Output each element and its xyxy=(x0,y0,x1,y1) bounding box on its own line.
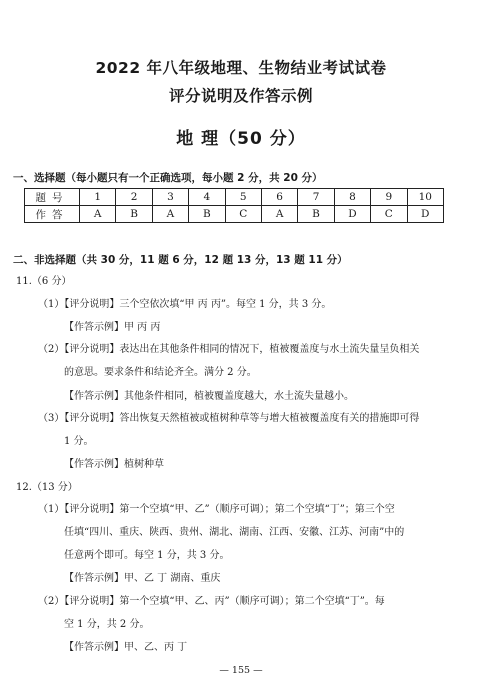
q12-part1-note-line3: 任意两个即可。每空 1 分，共 3 分。 xyxy=(64,550,230,561)
q12-part2-example: 【作答示例】甲、乙、丙 丁 xyxy=(64,642,188,653)
answer-cell: B xyxy=(189,206,225,223)
question-number: 1 xyxy=(80,189,116,206)
q12-heading: 12.（13 分） xyxy=(16,482,78,493)
answer-cell: A xyxy=(261,206,297,223)
section1-note: （每小题只有一个正确选项，每小题 2 分，共 20 分） xyxy=(65,172,323,184)
q11-part3-note-line2: 1 分。 xyxy=(64,436,94,447)
question-number: 7 xyxy=(298,189,334,206)
answer-cell: D xyxy=(334,206,370,223)
q11-part2-note-line2: 的意思。要求条件和结论齐全。满分 2 分。 xyxy=(64,367,257,378)
q11-part3-note-line1: （3）【评分说明】答出恢复天然植被或植树种草等与增大植被覆盖度有关的措施即可得 xyxy=(38,413,420,424)
q11-part2-example: 【作答示例】其他条件相同，植被覆盖度越大，水土流失量越小。 xyxy=(64,391,354,402)
question-number: 4 xyxy=(189,189,225,206)
q12-part1-note-line1: （1）【评分说明】第一个空填“甲、乙”（顺序可调）；第二个空填“丁”；第三个空 xyxy=(38,504,395,515)
section1-heading xyxy=(13,170,323,185)
answer-cell: A xyxy=(152,206,188,223)
question-number: 6 xyxy=(261,189,297,206)
q12-part1-note-line2: 任填“四川、重庆、陕西、贵州、湖北、湖南、江西、安徽、江苏、河南”中的 xyxy=(64,527,405,538)
q11-part1-example: 【作答示例】甲 丙 丙 xyxy=(64,322,161,333)
exam-title: 2022 年八年级地理、生物结业考试试卷 xyxy=(95,59,387,77)
section2-label: 二、非选择题 xyxy=(13,254,76,266)
answer-cell: C xyxy=(371,206,407,223)
q11-heading: 11.（6 分） xyxy=(16,276,72,287)
q11-part3-example: 【作答示例】植树种草 xyxy=(64,459,164,470)
page-number: — 155 — xyxy=(219,665,263,676)
answer-cell: B xyxy=(298,206,334,223)
answer-table-answer-row xyxy=(25,206,444,223)
question-number: 10 xyxy=(407,189,443,206)
q11-part2-note-line1: （2）【评分说明】表达出在其他条件相同的情况下，植被覆盖度与水土流失量呈负相关 xyxy=(38,344,420,355)
q12-part2-note-line2: 空 1 分，共 2 分。 xyxy=(64,619,150,630)
section1-label: 一、选择题 xyxy=(13,172,66,184)
answer-cell: D xyxy=(407,206,443,223)
q11-part1-note: （1）【评分说明】三个空依次填“甲 丙 丙”。每空 1 分，共 3 分。 xyxy=(38,299,332,310)
question-number: 3 xyxy=(152,189,188,206)
answer-table xyxy=(24,188,444,223)
section2-heading xyxy=(13,252,348,267)
answer-table-number-row xyxy=(25,189,444,206)
question-number: 5 xyxy=(225,189,261,206)
answer-cell: A xyxy=(80,206,116,223)
subject-heading: 地 理（50 分） xyxy=(176,129,306,149)
section2-note: （共 30 分，11 题 6 分，12 题 13 分，13 题 11 分） xyxy=(76,254,348,266)
q12-part2-note-line1: （2）【评分说明】第一个空填“甲、乙、丙”（顺序可调）；第二个空填“丁”。每 xyxy=(38,596,385,607)
number-row-header: 题号 xyxy=(25,189,80,206)
question-number: 8 xyxy=(334,189,370,206)
question-number: 2 xyxy=(116,189,152,206)
q12-part1-example: 【作答示例】甲、乙 丁 湖南、重庆 xyxy=(64,573,221,584)
answer-row-header: 作答 xyxy=(25,206,80,223)
exam-subtitle: 评分说明及作答示例 xyxy=(168,87,313,105)
answer-cell: C xyxy=(225,206,261,223)
question-number: 9 xyxy=(371,189,407,206)
answer-cell: B xyxy=(116,206,152,223)
